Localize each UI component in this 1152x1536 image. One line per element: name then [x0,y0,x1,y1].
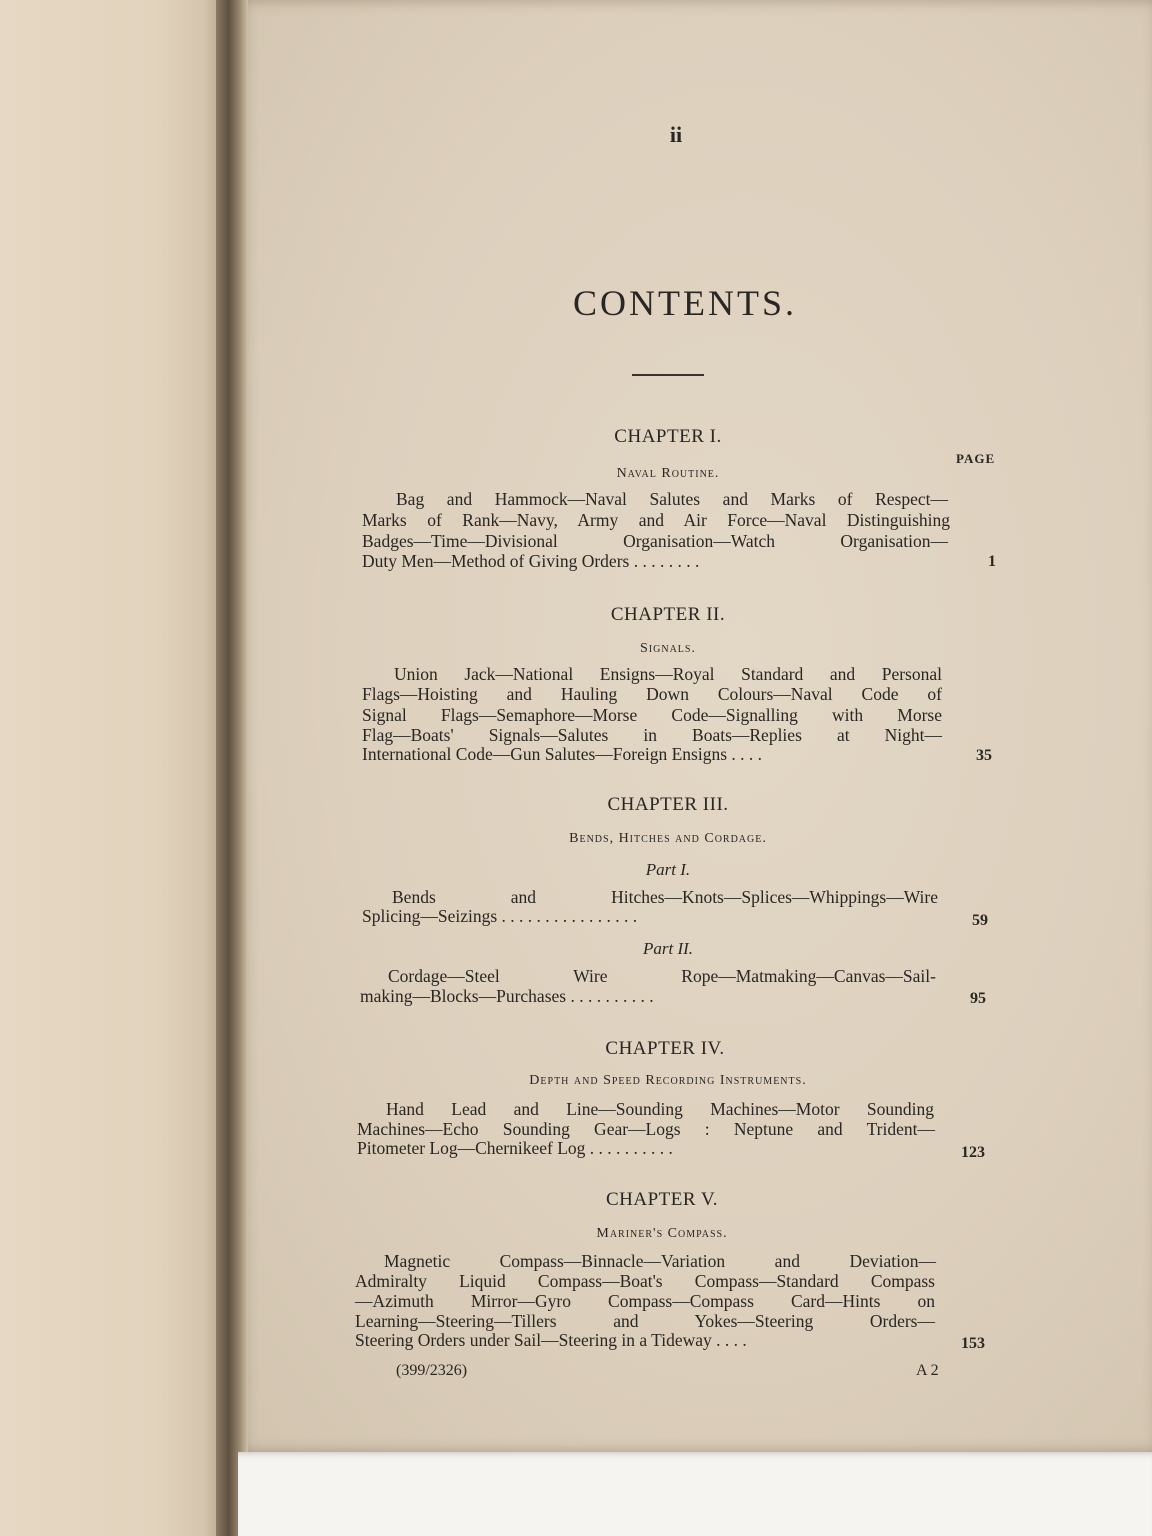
chapter-4-subtitle: Depth and Speed Recording Instruments. [529,1073,807,1088]
chapter-1-line-2: Marks of Rank—Navy, Army and Air Force—Naval Distinguishing [362,510,950,530]
chapter-3-heading: CHAPTER III. [607,794,729,815]
signature-mark: A 2 [916,1362,939,1379]
chapter-1-line-4: Duty Men—Method of Giving Orders . . . . . . . . [362,551,700,571]
chapter-3-part-1-line-2: Splicing—Seizings . . . . . . . . . . . . . . . . [362,906,638,926]
chapter-5-line-3: —Azimuth Mirror—Gyro Compass—Compass Card—Hints on [355,1291,935,1311]
chapter-2-subtitle: Signals. [640,641,696,656]
chapter-4-line-3: Pitometer Log—Chernikeef Log . . . . . . . . . . [357,1138,673,1158]
chapter-1-line-3: Badges—Time—Divisional Organisation—Watch Organisation— [362,531,948,551]
chapter-2-line-5: International Code—Gun Salutes—Foreign Ensigns . . . . [362,744,763,764]
chapter-2-line-3: Signal Flags—Semaphore—Morse Code—Signalling with Morse [362,705,942,725]
chapter-4-line-2: Machines—Echo Sounding Gear—Logs : Neptune and Trident— [357,1119,935,1139]
chapter-5-line-4: Learning—Steering—Tillers and Yokes—Steering Orders— [355,1311,935,1331]
chapter-2-line-2: Flags—Hoisting and Hauling Down Colours—Naval Code of [362,684,942,704]
chapter-3-subtitle: Bends, Hitches and Cordage. [569,831,767,846]
chapter-2-line-1: Union Jack—National Ensigns—Royal Standard and Personal [394,664,942,684]
chapter-1-line-1: Bag and Hammock—Naval Salutes and Marks of Respect— [396,489,948,509]
chapter-3-part-2-page: 95 [970,990,986,1007]
contents-title: CONTENTS. [573,283,797,323]
chapter-3-part-2-line-1: Cordage—Steel Wire Rope—Matmaking—Canvas—Sail- [388,966,936,986]
chapter-5-line-2: Admiralty Liquid Compass—Boat's Compass—Standard Compass [355,1271,935,1291]
chapter-3-part-1-line-1: Bends and Hitches—Knots—Splices—Whippings—Wire [392,887,938,907]
page-column-label: PAGE [956,451,996,466]
chapter-5-line-1: Magnetic Compass—Binnacle—Variation and Deviation— [384,1251,936,1271]
chapter-3-part-2-line-2: making—Blocks—Purchases . . . . . . . . . . [360,986,654,1006]
chapter-4-line-1: Hand Lead and Line—Sounding Machines—Motor Sounding [386,1099,934,1119]
chapter-5-heading: CHAPTER V. [606,1189,718,1210]
page-number: ii [669,122,683,147]
chapter-3-part-1-label: Part I. [645,860,691,879]
chapter-3-part-1-page: 59 [972,912,988,929]
chapter-5-line-5: Steering Orders under Sail—Steering in a Tideway . . . . [355,1330,747,1350]
left-page [0,0,222,1536]
chapter-2-page: 35 [976,747,992,764]
chapter-2-heading: CHAPTER II. [610,604,726,625]
chapter-4-page: 123 [961,1144,985,1161]
chapter-1-subtitle: Naval Routine. [616,466,720,481]
chapter-5-subtitle: Mariner's Compass. [596,1226,728,1241]
chapter-5-page: 153 [961,1335,985,1352]
printer-code: (399/2326) [396,1362,468,1379]
chapter-3-part-2-label: Part II. [642,939,694,958]
background-surface [238,1452,1152,1536]
chapter-4-heading: CHAPTER IV. [605,1038,725,1059]
chapter-1-page: 1 [988,553,996,570]
chapter-2-line-4: Flag—Boats' Signals—Salutes in Boats—Replies at Night— [362,725,942,745]
title-divider [632,374,704,376]
chapter-1-heading: CHAPTER I. [614,426,722,447]
book-spine [216,0,248,1536]
